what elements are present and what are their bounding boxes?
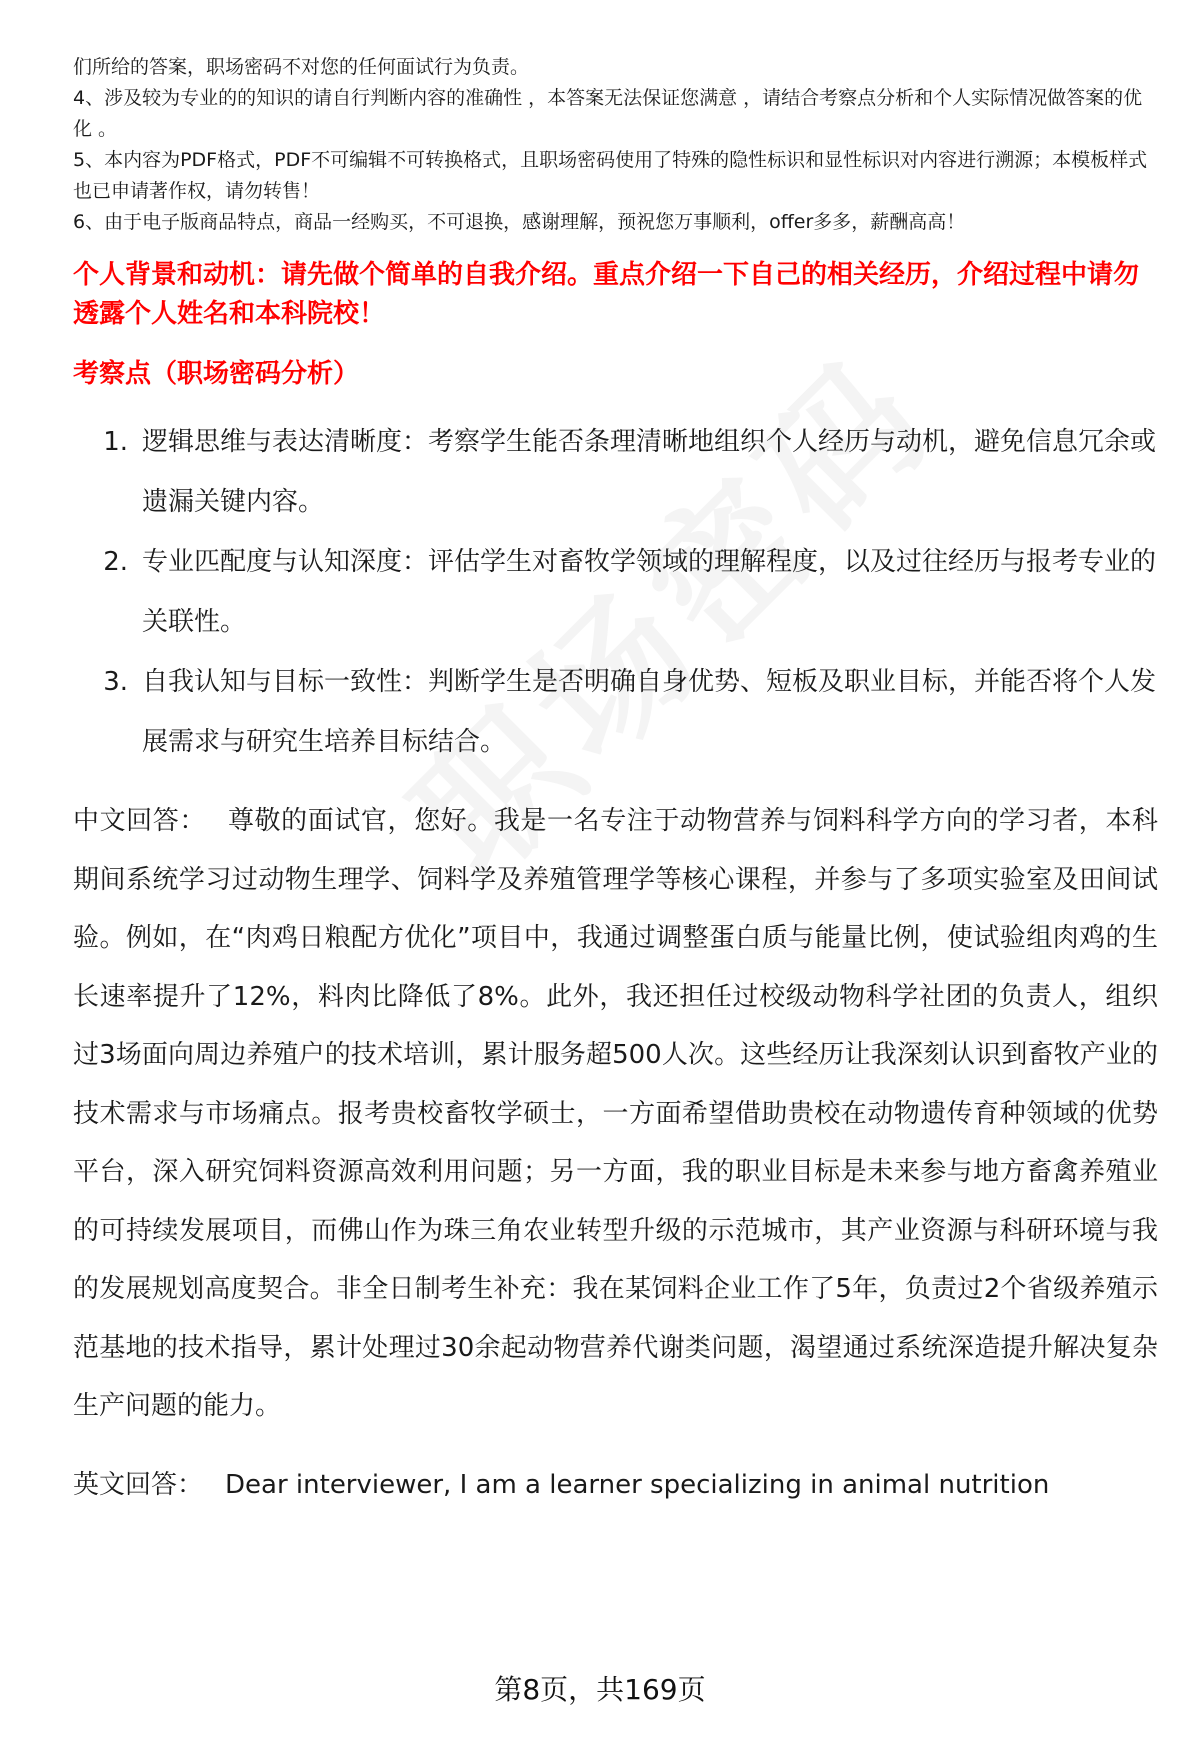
english-answer <box>73 1456 1158 1514</box>
notice-line: 6、由于电子版商品特点，商品一经购买，不可退换，感谢理解，预祝您万事顺利，offer多多，薪酬高高！ <box>73 211 966 233</box>
notice-line: 们所给的答案，职场密码不对您的任何面试行为负责。 <box>73 56 530 78</box>
page-number: 第8页，共169页 <box>494 1673 706 1706</box>
question-heading: 个人背景和动机：请先做个简单的自我介绍。重点介绍一下自己的相关经历，介绍过程中请勿透露个人姓名和本科院校！ <box>73 260 1140 329</box>
list-item <box>73 652 1158 772</box>
page-content <box>73 52 1158 1514</box>
notice-block <box>73 52 1158 238</box>
chinese-answer-label: 中文回答： <box>73 806 206 836</box>
chinese-answer-text: 尊敬的面试官，您好。我是一名专注于动物营养与饲料科学方向的学习者，本科期间系统学习过动物生理学、饲料学及养殖管理学等核心课程，并参与了多项实验室及田间试验。例如，在“肉鸡日粮配方优化”项目中，我通过调整蛋白质与能量比例，使试验组肉鸡的生长速率提升了12%，料肉比降低了8%。此外，我还担任过校级动物科学社团的负责人，组织过3场面向周边养殖户的技术培训，累计服务超500人次。这些经历让我深刻认识到畜牧产业的技术需求与市场痛点。报考贵校畜牧学硕士，一方面希望借助贵校在动物遗传育种领域的优势平台，深入研究饲料资源高效利用问题；另一方面，我的职业目标是未来参与地方畜禽养殖业的可持续发展项目，而佛山作为珠三角农业转型升级的示范城市，其产业资源与科研环境与我的发展规划高度契合。非全日制考生补充：我在某饲料企业工作了5年，负责过2个省级养殖示范基地的技术指导，累计处理过30余起动物营养代谢类问题，渴望通过系统深造提升解决复杂生产问题的能力。 <box>73 806 1158 1421</box>
list-item <box>73 412 1158 532</box>
list-number: 3. <box>103 667 128 697</box>
list-number: 2. <box>103 547 128 577</box>
list-text: 自我认知与目标一致性：判断学生是否明确自身优势、短板及职业目标，并能否将个人发展需求与研究生培养目标结合。 <box>142 667 1157 757</box>
english-answer-text: Dear interviewer, I am a learner specializing in animal nutrition <box>225 1469 1050 1500</box>
notice-line: 4、涉及较为专业的的知识的请自行判断内容的准确性 ，本答案无法保证您满意 ，请结合考察点分析和个人实际情况做答案的优化 。 <box>73 87 1143 140</box>
list-number: 1. <box>103 427 128 457</box>
list-text: 逻辑思维与表达清晰度：考察学生能否条理清晰地组织个人经历与动机，避免信息冗余或遗漏关键内容。 <box>142 427 1157 517</box>
list-text: 专业匹配度与认知深度：评估学生对畜牧学领域的理解程度，以及过往经历与报考专业的关联性。 <box>142 547 1157 637</box>
english-answer-label: 英文回答： <box>73 1469 204 1500</box>
analysis-title: 考察点（职场密码分析） <box>73 359 360 389</box>
notice-line: 5、本内容为PDF格式，PDF不可编辑不可转换格式，且职场密码使用了特殊的隐性标识和显性标识对内容进行溯源；本模板样式也已申请著作权，请勿转售！ <box>73 149 1148 202</box>
analysis-points <box>73 412 1158 772</box>
chinese-answer <box>73 792 1158 1436</box>
list-item <box>73 532 1158 652</box>
